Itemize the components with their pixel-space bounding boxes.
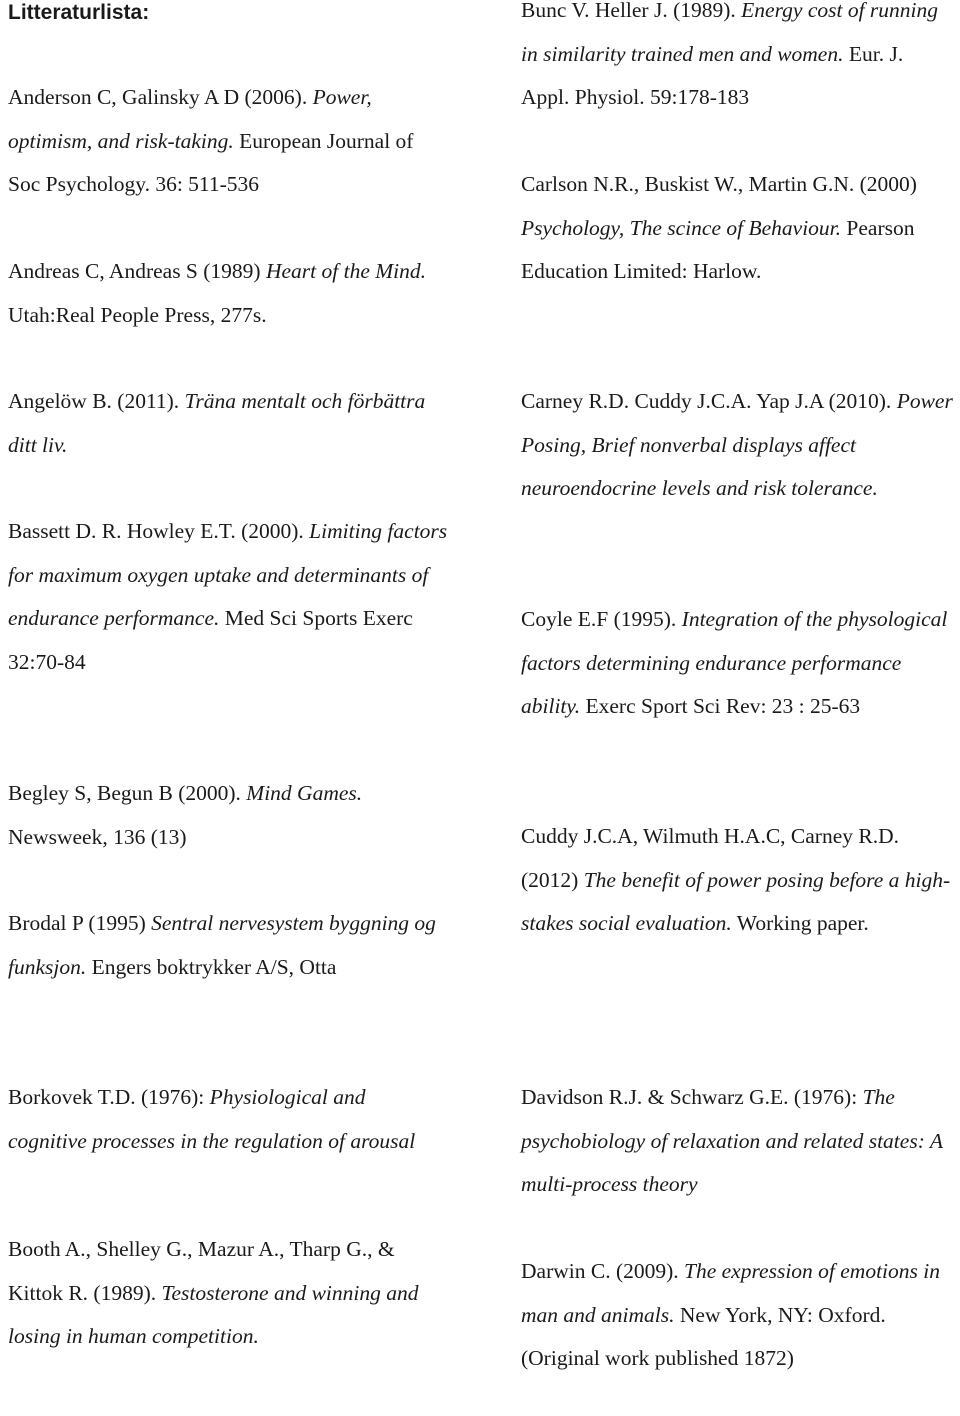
reference-title: Physiological and cognitive processes in the regulation of arousal: [8, 1085, 416, 1153]
reference-title: Limiting factors for maximum oxygen uptake and determinants of endurance performance.: [8, 519, 448, 631]
reference-text: Newsweek, 136 (13): [8, 824, 187, 849]
reference-text: Working paper.: [731, 911, 869, 936]
reference-text: Engers boktrykker A/S, Otta: [86, 954, 337, 979]
reference-title: Integration of the physological factors determining endurance performance ability.: [521, 607, 948, 719]
reference-text: Bassett D. R. Howley E.T. (2000).: [8, 519, 310, 543]
reference-text: Carney R.D. Cuddy J.C.A. Yap J.A (2010).: [521, 389, 897, 413]
reference-text: Utah:Real People Press, 277s.: [8, 302, 267, 327]
reference-text: New York, NY: Oxford. (Original work published 1872): [521, 1302, 886, 1371]
reference-title: Power Posing, Brief nonverbal displays affect neuroendocrine levels and risk tolerance.: [521, 389, 953, 501]
reference-anderson: [8, 76, 448, 207]
reference-bassett: [8, 510, 448, 684]
reference-text: Angelöw B. (2011).: [8, 389, 185, 413]
reference-text: Med Sci Sports Exerc 32:70-84: [8, 606, 413, 674]
reference-title: The psychobiology of relaxation and related states: A multi-process theory: [521, 1085, 943, 1197]
reference-text: Eur. J. Appl. Physiol. 59:178-183: [521, 41, 904, 110]
reference-angelow: [8, 380, 428, 467]
reference-carney: [521, 380, 955, 511]
reference-brodal: [8, 902, 448, 989]
reference-text: Borkovek T.D. (1976):: [8, 1085, 210, 1109]
reference-text: Pearson Education Limited: Harlow.: [521, 215, 915, 284]
reference-text: Booth A., Shelley G., Mazur A., Tharp G., & Kittok R. (1989).: [8, 1237, 395, 1305]
reference-cuddy: [521, 815, 951, 946]
reference-title: Power, optimism, and risk-taking.: [8, 85, 372, 153]
reference-borkovek: [8, 1076, 448, 1163]
reference-text: Exerc Sport Sci Rev: 23 : 25-63: [580, 694, 861, 719]
reference-title: Testosterone and winning and losing in human competition.: [8, 1280, 419, 1349]
reference-title: Psychology, The scince of Behaviour.: [521, 215, 842, 240]
reference-text: Darwin C. (2009).: [521, 1259, 685, 1283]
reference-title: Mind Games.: [246, 781, 363, 805]
reference-text: Begley S, Begun B (2000).: [8, 781, 247, 805]
reference-text: Bunc V. Heller J. (1989).: [521, 0, 742, 22]
reference-carlson: [521, 163, 951, 294]
reference-text: Anderson C, Galinsky A D (2006).: [8, 85, 313, 109]
reference-title: The expression of emotions in man and animals.: [521, 1259, 940, 1327]
page-title: Litteraturlista:: [8, 1, 150, 24]
reference-title: Heart of the Mind.: [265, 259, 427, 283]
reference-begley: [8, 772, 448, 859]
reference-darwin: [521, 1250, 951, 1381]
reference-text: European Journal of Soc Psychology. 36: 511-536: [8, 128, 414, 197]
reference-text: Andreas C, Andreas S (1989): [8, 259, 266, 283]
reference-bunc: [521, 0, 951, 120]
reference-title: Träna mentalt och förbättra ditt liv.: [8, 389, 426, 457]
reference-text: Cuddy J.C.A, Wilmuth H.A.C, Carney R.D. (2012): [521, 824, 899, 892]
reference-booth: [8, 1228, 448, 1359]
reference-text: Coyle E.F (1995).: [521, 607, 682, 631]
reference-title: Energy cost of running in similarity trained men and women.: [521, 0, 939, 66]
reference-coyle: [521, 598, 951, 729]
reference-andreas: [8, 250, 448, 337]
reference-column-right: [480, 0, 960, 1416]
reference-title: The benefit of power posing before a high-stakes social evaluation.: [521, 867, 951, 936]
reference-text: Brodal P (1995): [8, 911, 152, 935]
reference-title: Sentral nervesystem byggning og funksjon.: [8, 911, 436, 979]
reference-text: Carlson N.R., Buskist W., Martin G.N. (2000): [521, 172, 917, 196]
reference-davidson: [521, 1076, 957, 1207]
reference-text: Davidson R.J. & Schwarz G.E. (1976):: [521, 1085, 863, 1109]
